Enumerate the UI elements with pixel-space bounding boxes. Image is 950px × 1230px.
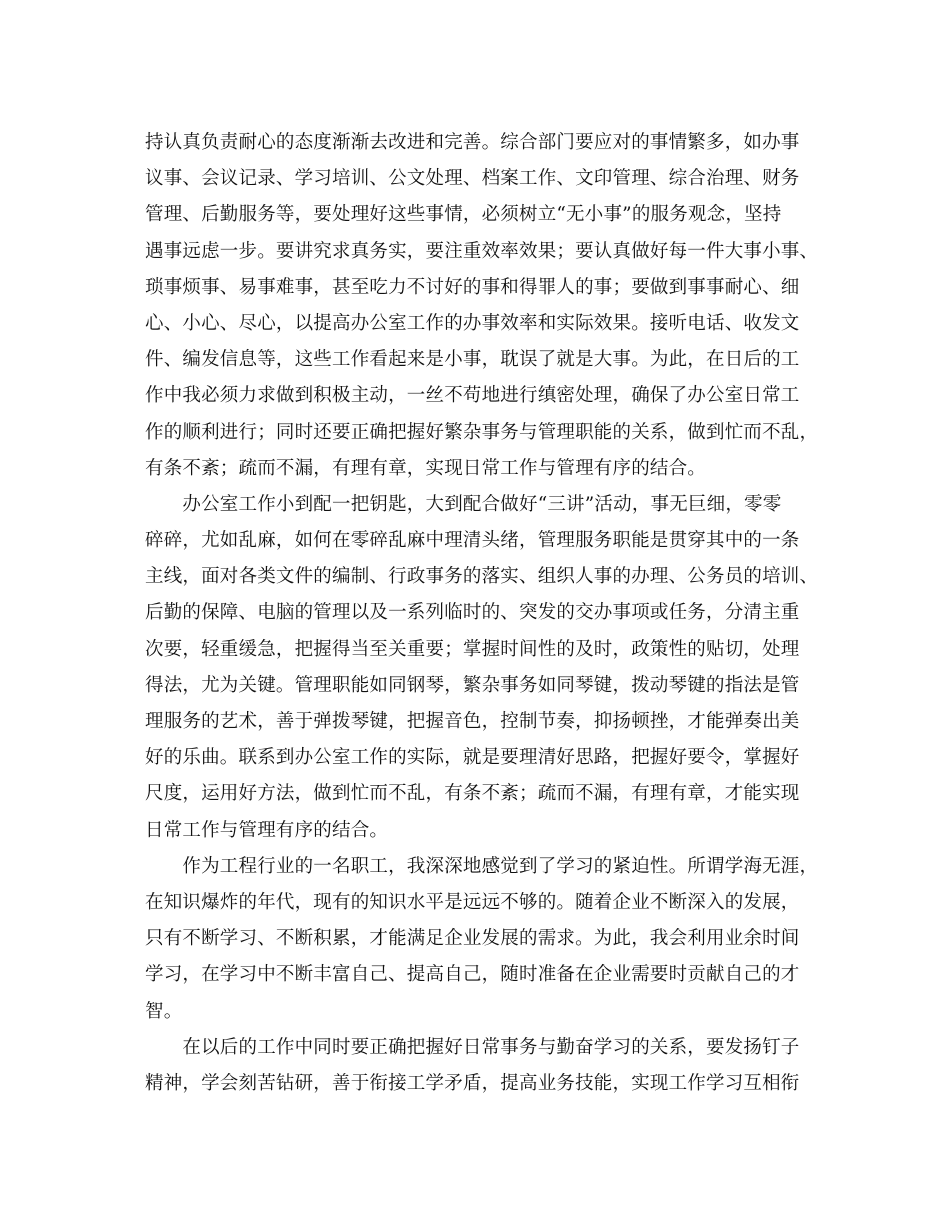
document-body — [145, 125, 819, 1102]
text-line: 议事、会议记录、学习培训、公文处理、档案工作、文印管理、综合治理、财务 — [145, 168, 800, 190]
text-line: 尺度，运用好方法，做到忙而不乱，有条不紊；疏而不漏，有理有章，才能实现 — [145, 783, 800, 805]
text-line: 理服务的艺术，善于弹拨琴键，把握音色，控制节奏，抑扬顿挫，才能弹奏出美 — [145, 711, 800, 732]
text-line: 管理、后勤服务等，要处理好这些事情，必须树立“无小事”的服务观念，坚持 — [145, 204, 782, 226]
text-line: 在以后的工作中同时要正确把握好日常事务与勤奋学习的关系，要发扬钉子 — [145, 1036, 800, 1058]
paragraph-2 — [145, 487, 819, 849]
text-line: 作中我必须力求做到积极主动，一丝不苟地进行缜密处理，确保了办公室日常工 — [145, 385, 800, 407]
text-line: 持认真负责耐心的态度渐渐去改进和完善。综合部门要应对的事情繁多，如办事 — [145, 132, 800, 153]
text-line: 碎碎，尤如乱麻，如何在零碎乱麻中理清头绪，管理服务职能是贯穿其中的一条 — [145, 530, 800, 552]
text-line: 学习，在学习中不断丰富自己、提高自己，随时准备在企业需要时贡献自己的才 — [145, 964, 800, 986]
text-line: 日常工作与管理有序的结合。 — [145, 819, 389, 841]
paragraph-4 — [145, 1030, 810, 1102]
text-line: 遇事远虑一步。要讲究求真务实，要注重效率效果；要认真做好每一件大事小事、 — [145, 240, 819, 262]
text-line: 作为工程行业的一名职工，我深深地感觉到了学习的紧迫性。所谓学海无涯， — [145, 855, 819, 877]
paragraph-3 — [145, 849, 819, 1030]
text-line: 心、小心、尽心，以提高办公室工作的办事效率和实际效果。接听电话、收发文 — [145, 312, 800, 334]
text-line: 智。 — [145, 1000, 183, 1022]
text-line: 件、编发信息等，这些工作看起来是小事，耽误了就是大事。为此，在日后的工 — [145, 349, 800, 371]
text-line: 只有不断学习、不断积累，才能满足企业发展的需求。为此，我会利用业余时间 — [145, 928, 800, 950]
text-line: 好的乐曲。联系到办公室工作的实际，就是要理清好思路，把握好要令，掌握好 — [145, 747, 800, 769]
paragraph-1 — [145, 125, 819, 487]
text-line: 琐事烦事、易事难事，甚至吃力不讨好的事和得罪人的事；要做到事事耐心、细 — [145, 276, 800, 298]
text-line: 办公室工作小到配一把钥匙，大到配合做好“三讲”活动，事无巨细，零零 — [145, 493, 782, 515]
text-line: 作的顺利进行；同时还要正确把握好繁杂事务与管理职能的关系，做到忙而不乱， — [145, 421, 819, 443]
text-line: 在知识爆炸的年代，现有的知识水平是远远不够的。随着企业不断深入的发展， — [145, 891, 800, 913]
text-line: 精神，学会刻苦钻研，善于衔接工学矛盾，提高业务技能，实现工作学习互相衔 — [145, 1072, 800, 1094]
text-line: 有条不紊；疏而不漏，有理有章，实现日常工作与管理有序的结合。 — [145, 457, 707, 479]
text-line: 次要，轻重缓急，把握得当至关重要；掌握时间性的及时，政策性的贴切，处理 — [145, 638, 800, 660]
text-line: 得法，尤为关键。管理职能如同钢琴，繁杂事务如同琴键，拨动琴键的指法是管 — [145, 674, 800, 696]
text-line: 后勤的保障、电脑的管理以及一系列临时的、突发的交办事项或任务，分清主重 — [145, 602, 800, 624]
text-line: 主线，面对各类文件的编制、行政事务的落实、组织人事的办理、公务员的培训、 — [145, 566, 819, 588]
